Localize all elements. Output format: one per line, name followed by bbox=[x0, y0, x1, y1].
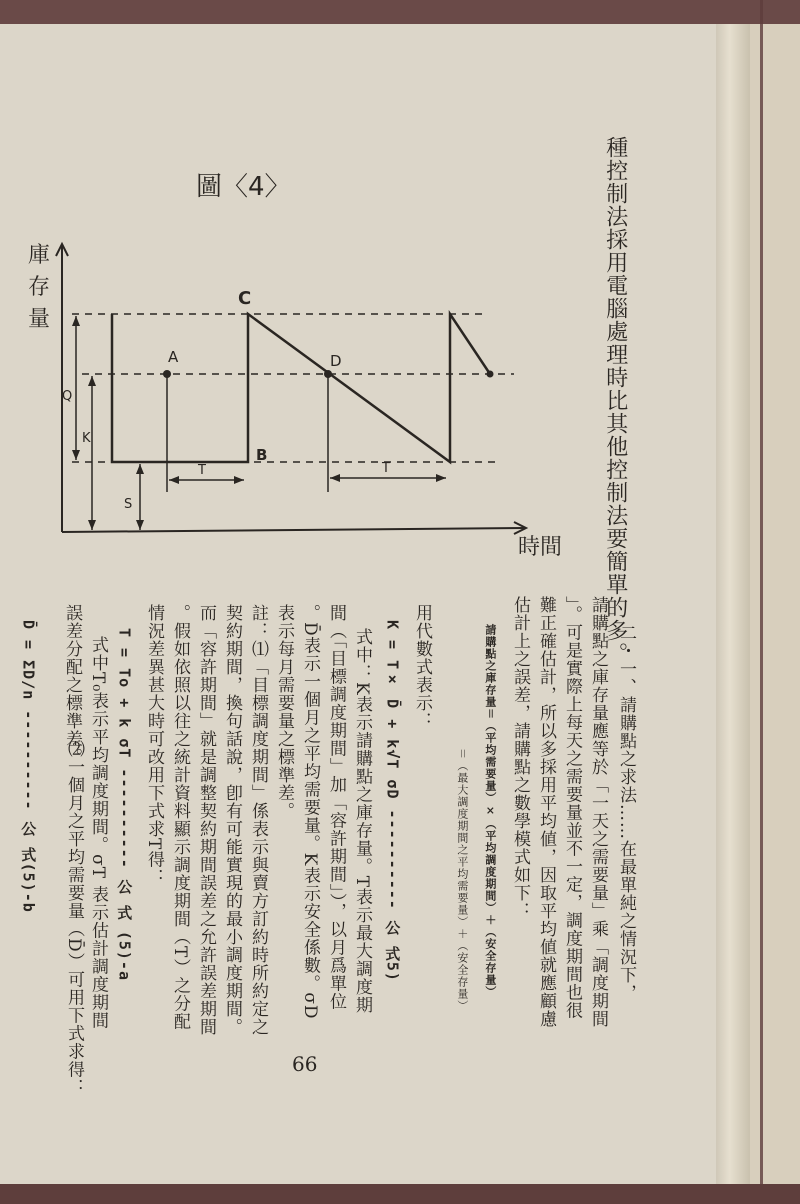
text-col-13: 契約期間，換句話說，卽有可能實現的最小調度期間。 bbox=[221, 604, 242, 1036]
equation-5a: T = To + k σT ---------- 公 式 (5)-a bbox=[115, 628, 134, 981]
equation-5b: D̄ = ΣD/n ---------- 公 式(5)-b bbox=[19, 620, 38, 913]
x-axis-label: 時間 bbox=[518, 535, 563, 560]
text-col-10: 。D̄表示一個月之平均需要量。K表示安全係數。σD bbox=[299, 604, 320, 1020]
label-d: D bbox=[330, 352, 342, 370]
formula-line-2: ＝（最大調度期間之平均需要量）＋（安全存量） bbox=[455, 748, 469, 1012]
page-number: 66 bbox=[292, 1052, 318, 1076]
label-b: B bbox=[256, 446, 268, 464]
y-axis-char-3: 量 bbox=[28, 307, 51, 332]
y-axis-char-1: 庫 bbox=[28, 243, 51, 268]
formula-line-1: 請購點之庫存量＝（平均需要量）×（平均調度期間）＋（安全存量） bbox=[483, 624, 497, 998]
text-col-17: 式中T₀表示平均調度期間。σT 表示估計調度期間 bbox=[87, 636, 108, 1030]
point-end bbox=[487, 371, 494, 378]
text-col-6: 估計上之誤差，請購點之數學模式如下： bbox=[509, 596, 530, 920]
label-q: Q bbox=[62, 389, 73, 404]
text-col-7: 用代數式表示： bbox=[411, 604, 432, 730]
label-t1: T bbox=[198, 463, 206, 478]
text-col-4: 」。可是實際上每天之需要量並不一定，調度期間也很 bbox=[561, 596, 582, 1020]
text-col-11: 表示每月需要量之標準差。 bbox=[273, 604, 294, 820]
label-a: A bbox=[168, 348, 179, 366]
text-col-2: 二・一、請購點之求法……在最單純之情況下， bbox=[615, 624, 636, 1002]
text-col-8: 式中：K表示請購點之庫存量。T表示最大調度期 bbox=[351, 628, 372, 1015]
text-col-3: 請購點之庫存量應等於「一天之需要量」乘「調度期間 bbox=[587, 596, 608, 1028]
x-axis bbox=[62, 528, 525, 532]
figure-title: 圖〈4〉 bbox=[196, 172, 291, 202]
text-col-14: 而「容許期間」就是調整契約期間誤差之允許誤差期間 bbox=[195, 604, 216, 1036]
text-col-1: 種控制法採用電腦處理時比其他控制法要簡單的多。 bbox=[602, 136, 628, 665]
point-a bbox=[163, 370, 171, 378]
text-col-16: 情況差異甚大時可改用下式求T得： bbox=[143, 604, 164, 887]
sawtooth-line bbox=[112, 314, 490, 462]
label-t2: T bbox=[382, 461, 390, 476]
y-axis-char-2: 存 bbox=[28, 275, 51, 300]
point-d bbox=[324, 370, 332, 378]
label-c: C bbox=[238, 288, 252, 309]
equation-4: K = T× D̄ + k√T σD ---------- 公 式5) bbox=[383, 620, 402, 982]
text-col-15: 。假如依照以往之統計資料顯示調度期間（T）之分配 bbox=[169, 604, 190, 1031]
label-s: S bbox=[124, 497, 133, 512]
text-col-9: 間（「目標調度期間」加「容許期間」），以月爲單位 bbox=[325, 604, 346, 1011]
text-col-19: ⑵一個月之平均需要量（D̄）可用下式求得： bbox=[63, 740, 84, 1097]
text-col-5: 難正確估計，所以多採用平均値，因取平均値就應顧慮 bbox=[535, 596, 556, 1028]
label-k: K bbox=[82, 431, 91, 446]
text-col-12: 註：⑴「目標調度期間」係表示與賣方訂約時所約定之 bbox=[247, 604, 268, 1036]
text-col-18: 誤差分配之標準差。 bbox=[61, 604, 82, 766]
